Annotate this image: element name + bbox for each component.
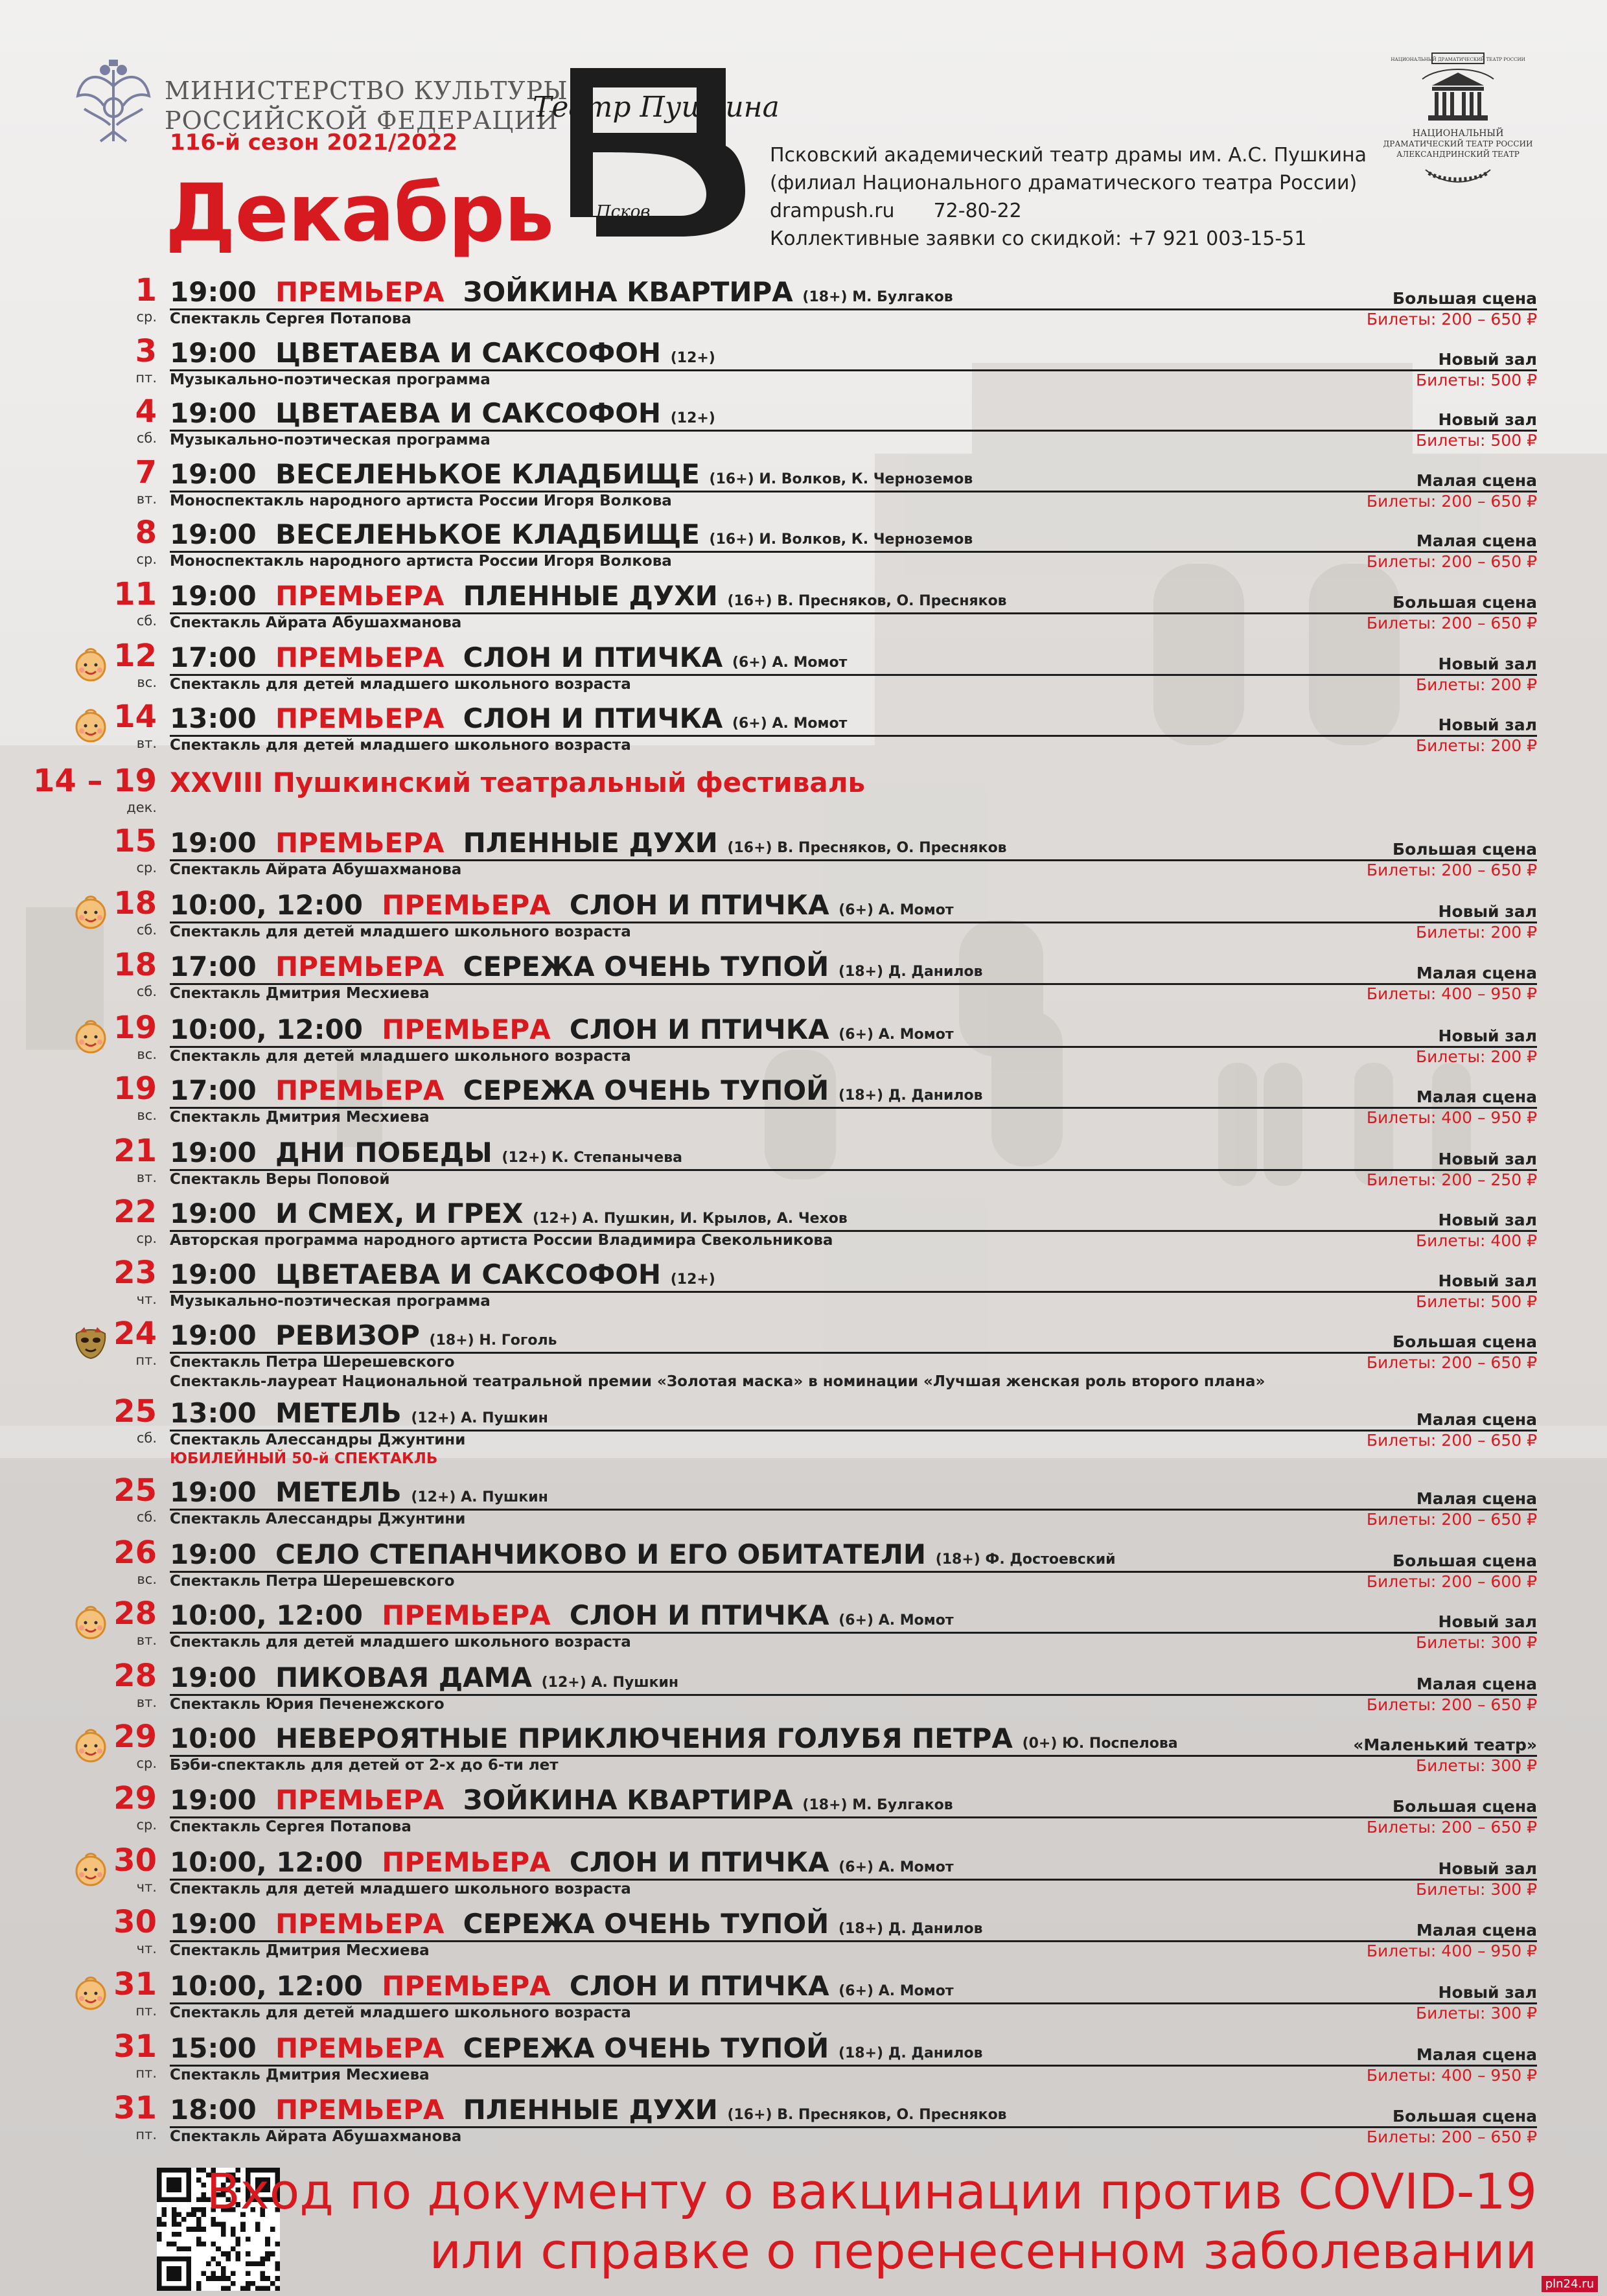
event-time: 19:00	[170, 1908, 257, 1940]
event-hall: Малая сцена	[1416, 1921, 1537, 1940]
event-weekday: ср.	[136, 309, 157, 325]
event-title: СЕРЕЖА ОЧЕНЬ ТУПОЙ	[463, 2032, 829, 2064]
event-price: Билеты: 300 ₽	[1416, 2004, 1537, 2023]
event-weekday: вт.	[136, 1632, 157, 1648]
child-face-icon	[73, 647, 109, 683]
event-day: 12	[113, 638, 157, 674]
event-subtitle: Спектакль Дмитрия Месхиева	[170, 2067, 430, 2083]
premiere-label: ПРЕМЬЕРА	[275, 2094, 445, 2126]
event-day: 29	[113, 1780, 157, 1816]
site-link[interactable]: drampush.ru	[770, 200, 895, 222]
event-price: Билеты: 300 ₽	[1416, 1756, 1537, 1775]
event-weekday: ср.	[136, 1756, 157, 1771]
event-time: 19:00	[170, 1319, 257, 1351]
event-day: 24	[113, 1316, 157, 1352]
event-day: 30	[113, 1842, 157, 1879]
event-age-author: (12+) А. Пушкин, И. Крылов, А. Чехов	[533, 1211, 848, 1227]
event-price: Билеты: 200 – 650 ₽	[1366, 614, 1537, 632]
event-day: 23	[113, 1255, 157, 1291]
event-time: 19:00	[170, 1538, 257, 1570]
event-hall: Малая сцена	[1416, 471, 1537, 490]
event-day: 8	[135, 515, 157, 551]
event-price: Билеты: 200 ₽	[1416, 1047, 1537, 1066]
event-hall: Малая сцена	[1416, 1087, 1537, 1106]
event-weekday: сб.	[136, 922, 157, 938]
event-weekday: ср.	[136, 1817, 157, 1833]
event-weekday: пт.	[135, 2003, 157, 2019]
event-subtitle: Спектакль Айрата Абушахманова	[170, 2128, 462, 2145]
event-title: ДНИ ПОБЕДЫ	[275, 1137, 492, 1168]
ministry-line1: МИНИСТЕРСТВО КУЛЬТУРЫ	[165, 76, 568, 105]
child-face-icon	[73, 708, 109, 744]
event-day: 19	[113, 1010, 157, 1046]
event-time: 10:00, 12:00	[170, 1014, 363, 1045]
event-hall: Новый зал	[1438, 410, 1537, 429]
event-price: Билеты: 200 – 650 ₽	[1366, 1353, 1537, 1372]
event-subtitle: Спектакль для детей младшего школьного возраста	[170, 2004, 631, 2021]
event-hall: Большая сцена	[1393, 1797, 1537, 1816]
event-title: СЛОН И ПТИЧКА	[569, 889, 829, 921]
event-subtitle: Музыкально-поэтическая программа	[170, 371, 491, 388]
event-hall: Новый зал	[1438, 1859, 1537, 1878]
event-time: 13:00	[170, 702, 257, 734]
event-age-author: (12+) А. Пушкин	[411, 1489, 548, 1505]
logo-city-text: Псков	[596, 202, 651, 222]
premiere-label: ПРЕМЬЕРА	[275, 951, 445, 982]
event-time: 19:00	[170, 1476, 257, 1508]
event-title: СЛОН И ПТИЧКА	[569, 1846, 829, 1878]
event-age-author: (18+) Ф. Достоевский	[935, 1551, 1116, 1568]
event-subtitle: Музыкально-поэтическая программа	[170, 1293, 491, 1310]
event-subtitle: Спектакль для детей младшего школьного возраста	[170, 1881, 631, 1897]
event-subtitle: Спектакль для детей младшего школьного возраста	[170, 1634, 631, 1651]
event-weekday: вт.	[136, 1695, 157, 1710]
event-hall: Малая сцена	[1416, 964, 1537, 982]
aleks-banner-text: НАЦИОНАЛЬНЫЙ ДРАМАТИЧЕСКИЙ ТЕАТР РОССИИ	[1391, 57, 1525, 62]
event-price: Билеты: 200 – 650 ₽	[1366, 1695, 1537, 1714]
event-day: 22	[113, 1194, 157, 1230]
event-hall: Малая сцена	[1416, 1410, 1537, 1429]
event-age-author: (6+) А. Момот	[838, 1983, 954, 1999]
premiere-label: ПРЕМЬЕРА	[275, 1908, 445, 1940]
event-time: 10:00, 12:00	[170, 1970, 363, 2002]
event-title: ЗОЙКИНА КВАРТИРА	[463, 1784, 793, 1816]
event-time: 19:00	[170, 397, 257, 429]
event-time: 19:00	[170, 580, 257, 612]
event-age-author: (16+) В. Пресняков, О. Пресняков	[727, 593, 1007, 609]
event-weekday: вс.	[137, 1047, 157, 1062]
event-weekday: вс.	[137, 1571, 157, 1587]
event-price: Билеты: 400 ₽	[1416, 1231, 1537, 1250]
event-day: 11	[113, 576, 157, 612]
event-hall: Новый зал	[1438, 902, 1537, 921]
season-label: 116-й сезон 2021/2022	[170, 130, 458, 156]
event-weekday: вс.	[137, 1107, 157, 1123]
event-day: 30	[113, 1904, 157, 1940]
event-title: ВЕСЕЛЕНЬКОЕ КЛАДБИЩЕ	[275, 518, 700, 550]
event-price: Билеты: 500 ₽	[1416, 371, 1537, 389]
premiere-label: ПРЕМЬЕРА	[275, 276, 445, 308]
event-price: Билеты: 200 – 650 ₽	[1366, 1431, 1537, 1450]
event-price: Билеты: 200 – 650 ₽	[1366, 310, 1537, 329]
event-hall: Малая сцена	[1416, 531, 1537, 550]
event-price: Билеты: 200 – 650 ₽	[1366, 1818, 1537, 1837]
event-time: 17:00	[170, 951, 257, 982]
event-day: 31	[113, 2028, 157, 2065]
event-subtitle: Спектакль для детей младшего школьного возраста	[170, 737, 631, 754]
premiere-label: ПРЕМЬЕРА	[382, 1599, 551, 1631]
premiere-label: ПРЕМЬЕРА	[275, 1784, 445, 1816]
event-weekday: пт.	[135, 1352, 157, 1368]
event-title: ЦВЕТАЕВА И САКСОФОН	[275, 1258, 662, 1290]
event-hall: Новый зал	[1438, 1026, 1537, 1045]
event-title: ВЕСЕЛЕНЬКОЕ КЛАДБИЩЕ	[275, 458, 700, 490]
event-price: Билеты: 200 ₽	[1416, 923, 1537, 942]
event-day: 28	[113, 1595, 157, 1632]
event-age-author: (18+) Д. Данилов	[838, 1921, 983, 1937]
event-hall: Новый зал	[1438, 1150, 1537, 1168]
event-day: 18	[113, 885, 157, 922]
event-age-author: (6+) А. Момот	[838, 1859, 954, 1875]
golden-mask-icon	[73, 1325, 109, 1361]
event-weekday: сб.	[136, 430, 157, 446]
event-title: ЗОЙКИНА КВАРТИРА	[463, 276, 793, 308]
event-age-author: (18+) Д. Данилов	[838, 964, 983, 980]
event-age-author: (18+) Д. Данилов	[838, 2045, 983, 2061]
event-subtitle: Музыкально-поэтическая программа	[170, 432, 491, 448]
event-hall: Малая сцена	[1416, 1675, 1537, 1693]
event-weekday: ср.	[136, 860, 157, 875]
event-hall: Новый зал	[1438, 1211, 1537, 1229]
event-subtitle: Спектакль Айрата Абушахманова	[170, 861, 462, 878]
event-subtitle: Спектакль Алессандры Джунтини	[170, 1511, 466, 1527]
event-day: 18	[113, 947, 157, 983]
event-price: Билеты: 400 – 950 ₽	[1366, 2066, 1537, 2085]
event-time: 18:00	[170, 2094, 257, 2126]
child-face-icon	[73, 1728, 109, 1764]
event-hall: Большая сцена	[1393, 1332, 1537, 1351]
event-weekday: пт.	[135, 2127, 157, 2142]
event-price: Билеты: 400 – 950 ₽	[1366, 984, 1537, 1003]
event-title: СЕЛО СТЕПАНЧИКОВО И ЕГО ОБИТАТЕЛИ	[275, 1538, 927, 1570]
event-age-author: (12+)	[670, 410, 715, 426]
event-age-author: (12+) А. Пушкин	[411, 1410, 548, 1426]
event-title: ПЛЕННЫЕ ДУХИ	[463, 827, 718, 859]
event-age-author: (12+) А. Пушкин	[541, 1675, 679, 1691]
event-weekday: чт.	[136, 1292, 157, 1307]
event-time: 19:00	[170, 337, 257, 369]
event-price: Билеты: 500 ₽	[1416, 1292, 1537, 1311]
event-title: РЕВИЗОР	[275, 1319, 420, 1351]
event-time: 10:00, 12:00	[170, 889, 363, 921]
aleks-line1: НАЦИОНАЛЬНЫЙ	[1412, 128, 1504, 139]
aleks-line2: ДРАМАТИЧЕСКИЙ ТЕАТР РОССИИ	[1383, 139, 1533, 148]
event-weekday: сб.	[136, 1509, 157, 1525]
event-price: Билеты: 300 ₽	[1416, 1633, 1537, 1652]
event-hall: Большая сцена	[1393, 840, 1537, 859]
event-hall: Большая сцена	[1393, 289, 1537, 308]
event-subtitle: Спектакль Дмитрия Месхиева	[170, 1942, 430, 1959]
event-subtitle: Спектакль для детей младшего школьного возраста	[170, 676, 631, 693]
event-day: 21	[113, 1133, 157, 1169]
event-time: 19:00	[170, 1258, 257, 1290]
event-weekday: сб.	[136, 984, 157, 999]
theatre-info	[770, 141, 1367, 253]
event-price: Билеты: 200 ₽	[1416, 736, 1537, 755]
premiere-label: ПРЕМЬЕРА	[275, 580, 445, 612]
event-subtitle: Спектакль Петра Шерешевского	[170, 1573, 455, 1590]
event-day: 31	[113, 2090, 157, 2126]
premiere-label: ПРЕМЬЕРА	[275, 702, 445, 734]
event-subtitle: Спектакль для детей младшего школьного возраста	[170, 923, 631, 940]
event-title: ПИКОВАЯ ДАМА	[275, 1662, 532, 1693]
child-face-icon	[73, 1605, 109, 1641]
aleksandrinsky-logo	[1361, 40, 1555, 196]
event-subtitle: Моноспектакль народного артиста России Игоря Волкова	[170, 493, 672, 509]
event-age-author: (6+) А. Момот	[732, 655, 848, 671]
event-weekday: пт.	[135, 2065, 157, 2081]
event-day: 1	[135, 272, 157, 308]
event-hall: Большая сцена	[1393, 593, 1537, 612]
event-weekday: вт.	[136, 1170, 157, 1185]
event-time: 15:00	[170, 2032, 257, 2064]
event-title: СЕРЕЖА ОЧЕНЬ ТУПОЙ	[463, 1908, 829, 1940]
theatre-logo	[531, 62, 810, 237]
event-age-author: (6+) А. Момот	[838, 1026, 954, 1043]
child-face-icon	[73, 1851, 109, 1888]
event-time: 19:00	[170, 458, 257, 490]
event-title: СЛОН И ПТИЧКА	[569, 1014, 829, 1045]
event-day: 26	[113, 1535, 157, 1571]
covid-notice	[207, 2162, 1537, 2281]
premiere-label: ПРЕМЬЕРА	[382, 1014, 551, 1045]
event-hall: Новый зал	[1438, 1271, 1537, 1290]
event-age-author: (18+) Н. Гоголь	[429, 1332, 557, 1349]
event-title: СЕРЕЖА ОЧЕНЬ ТУПОЙ	[463, 1074, 829, 1106]
event-weekday: сб.	[136, 613, 157, 629]
festival-title: XXVIII Пушкинский театральный фестиваль	[170, 767, 866, 798]
event-age-author: (6+) А. Момот	[838, 1612, 954, 1629]
premiere-label: ПРЕМЬЕРА	[382, 1846, 551, 1878]
event-hall: Новый зал	[1438, 655, 1537, 673]
event-price: Билеты: 200 – 650 ₽	[1366, 492, 1537, 511]
event-time: 19:00	[170, 1198, 257, 1229]
event-subtitle: Спектакль Юрия Печенежского	[170, 1696, 445, 1713]
event-time: 10:00, 12:00	[170, 1599, 363, 1631]
event-day: 25	[113, 1472, 157, 1509]
event-time: 19:00	[170, 1137, 257, 1168]
premiere-label: ПРЕМЬЕРА	[382, 1970, 551, 2002]
event-subtitle: Моноспектакль народного артиста России Игоря Волкова	[170, 553, 672, 570]
event-hall: Малая сцена	[1416, 2045, 1537, 2064]
event-title: СЛОН И ПТИЧКА	[569, 1970, 829, 2002]
event-title: СЕРЕЖА ОЧЕНЬ ТУПОЙ	[463, 951, 829, 982]
event-day: 29	[113, 1719, 157, 1755]
event-subtitle: Авторская программа народного артиста России Владимира Свекольникова	[170, 1232, 833, 1249]
event-title: ПЛЕННЫЕ ДУХИ	[463, 580, 718, 612]
event-day: 14	[113, 699, 157, 735]
event-title: И СМЕХ, И ГРЕХ	[275, 1198, 524, 1229]
event-time: 19:00	[170, 1784, 257, 1816]
event-weekday: чт.	[136, 1879, 157, 1895]
event-title: НЕВЕРОЯТНЫЕ ПРИКЛЮЧЕНИЯ ГОЛУБЯ ПЕТРА	[275, 1722, 1013, 1754]
event-title: СЛОН И ПТИЧКА	[569, 1599, 829, 1631]
event-subtitle: Спектакль Айрата Абушахманова	[170, 614, 462, 631]
event-age-author: (16+) И. Волков, К. Черноземов	[709, 531, 973, 548]
covid-line1: Вход по документу о вакцинации против COVID-19	[206, 2163, 1537, 2220]
event-price: Билеты: 200 – 650 ₽	[1366, 2128, 1537, 2146]
aleks-line3: АЛЕКСАНДРИНСКИЙ ТЕАТР	[1396, 150, 1520, 159]
event-time: 17:00	[170, 642, 257, 673]
premiere-label: ПРЕМЬЕРА	[275, 2032, 445, 2064]
event-age-author: (18+) М. Булгаков	[802, 289, 953, 305]
event-time: 19:00	[170, 827, 257, 859]
event-weekday: чт.	[136, 1941, 157, 1956]
eagle-emblem-icon	[71, 57, 156, 154]
event-age-author: (12+)	[670, 1271, 715, 1288]
event-hall: «Маленький театр»	[1353, 1735, 1537, 1754]
festival-days: 14 – 19	[32, 763, 157, 799]
event-weekday: ср.	[136, 551, 157, 567]
festival-dow: дек.	[126, 800, 157, 815]
event-day: 25	[113, 1393, 157, 1430]
event-time: 10:00	[170, 1722, 257, 1754]
event-age-author: (18+) Д. Данилов	[838, 1087, 983, 1104]
event-price: Билеты: 500 ₽	[1416, 431, 1537, 450]
event-age-author: (16+) В. Пресняков, О. Пресняков	[727, 840, 1007, 856]
event-age-author: (12+)	[670, 350, 715, 366]
event-subtitle: Спектакль Дмитрия Месхиева	[170, 1109, 430, 1126]
event-subtitle: Спектакль Петра Шерешевского	[170, 1354, 455, 1371]
event-day: 15	[113, 823, 157, 859]
event-hall: Новый зал	[1438, 1983, 1537, 2002]
event-title: ПЛЕННЫЕ ДУХИ	[463, 2094, 718, 2126]
event-title: ЦВЕТАЕВА И САКСОФОН	[275, 337, 662, 369]
child-face-icon	[73, 1019, 109, 1055]
event-time: 13:00	[170, 1397, 257, 1429]
event-age-author: (12+) К. Степанычева	[502, 1150, 682, 1166]
event-title: МЕТЕЛЬ	[275, 1397, 402, 1429]
event-time: 19:00	[170, 276, 257, 308]
event-note: ЮБИЛЕЙНЫЙ 50-й СПЕКТАКЛЬ	[170, 1450, 438, 1467]
event-age-author: (6+) А. Момот	[838, 902, 954, 918]
event-subtitle: Спектакль Сергея Потапова	[170, 310, 411, 327]
event-price: Билеты: 400 – 950 ₽	[1366, 1108, 1537, 1127]
event-price: Билеты: 200 ₽	[1416, 675, 1537, 694]
event-hall: Большая сцена	[1393, 2107, 1537, 2126]
event-subtitle: Спектакль Веры Поповой	[170, 1171, 390, 1188]
event-price: Билеты: 200 – 650 ₽	[1366, 1510, 1537, 1529]
event-time: 19:00	[170, 1662, 257, 1693]
event-hall: Большая сцена	[1393, 1551, 1537, 1570]
event-award: Спектакль-лауреат Национальной театральной премии «Золотая маска» в номинации «Лучшая женская роль второго плана»	[170, 1373, 1266, 1390]
event-price: Билеты: 400 – 950 ₽	[1366, 1942, 1537, 1960]
event-day: 19	[113, 1071, 157, 1107]
event-day: 31	[113, 1966, 157, 2002]
event-day: 7	[135, 454, 157, 491]
event-subtitle: Спектакль Алессандры Джунтини	[170, 1432, 466, 1448]
event-subtitle: Спектакль Дмитрия Месхиева	[170, 985, 430, 1002]
event-hall: Новый зал	[1438, 350, 1537, 369]
event-weekday: пт.	[135, 370, 157, 386]
event-weekday: сб.	[136, 1430, 157, 1446]
event-price: Билеты: 200 – 650 ₽	[1366, 552, 1537, 571]
event-price: Билеты: 200 – 250 ₽	[1366, 1170, 1537, 1189]
event-hall: Новый зал	[1438, 715, 1537, 734]
event-age-author: (16+) В. Пресняков, О. Пресняков	[727, 2107, 1007, 2123]
event-time: 19:00	[170, 518, 257, 550]
event-age-author: (18+) М. Булгаков	[802, 1797, 953, 1813]
phone: 72-80-22	[933, 200, 1022, 222]
theatre-branch: (филиал Национального драматического театра России)	[770, 172, 1358, 194]
event-price: Билеты: 200 – 600 ₽	[1366, 1572, 1537, 1591]
event-time: 17:00	[170, 1074, 257, 1106]
premiere-label: ПРЕМЬЕРА	[382, 889, 551, 921]
event-hall: Новый зал	[1438, 1612, 1537, 1631]
theatre-name: Псковский академический театр драмы им. А.С. Пушкина	[770, 144, 1367, 167]
event-hall: Малая сцена	[1416, 1489, 1537, 1508]
event-title: МЕТЕЛЬ	[275, 1476, 402, 1508]
event-age-author: (0+) Ю. Поспелова	[1022, 1735, 1178, 1752]
event-time: 10:00, 12:00	[170, 1846, 363, 1878]
event-title: СЛОН И ПТИЧКА	[463, 642, 723, 673]
group-orders: Коллективные заявки со скидкой: +7 921 003-15-51	[770, 227, 1307, 250]
event-age-author: (6+) А. Момот	[732, 715, 848, 732]
event-day: 28	[113, 1658, 157, 1694]
ministry-line2: РОССИЙСКОЙ ФЕДЕРАЦИИ	[165, 106, 559, 135]
event-price: Билеты: 200 – 650 ₽	[1366, 861, 1537, 879]
event-title: СЛОН И ПТИЧКА	[463, 702, 723, 734]
watermark: pln24.ru	[1542, 2276, 1598, 2292]
child-face-icon	[73, 894, 109, 931]
event-subtitle: Бэби-спектакль для детей от 2-х до 6-ти лет	[170, 1757, 559, 1774]
event-weekday: вт.	[136, 491, 157, 507]
child-face-icon	[73, 1975, 109, 2012]
event-weekday: вс.	[137, 675, 157, 690]
month-title: Декабрь	[165, 167, 554, 259]
event-price: Билеты: 300 ₽	[1416, 1880, 1537, 1899]
covid-line2: или справке о перенесенном заболевании	[429, 2222, 1537, 2280]
event-age-author: (16+) И. Волков, К. Черноземов	[709, 471, 973, 487]
premiere-label: ПРЕМЬЕРА	[275, 827, 445, 859]
logo-script-text: Театр Пушкина	[533, 91, 780, 124]
event-day: 3	[135, 333, 157, 369]
premiere-label: ПРЕМЬЕРА	[275, 642, 445, 673]
event-day: 4	[135, 393, 157, 430]
event-subtitle: Спектакль для детей младшего школьного возраста	[170, 1048, 631, 1065]
premiere-label: ПРЕМЬЕРА	[275, 1074, 445, 1106]
event-weekday: ср.	[136, 1231, 157, 1246]
event-weekday: вт.	[136, 736, 157, 751]
event-title: ЦВЕТАЕВА И САКСОФОН	[275, 397, 662, 429]
event-subtitle: Спектакль Сергея Потапова	[170, 1818, 411, 1835]
